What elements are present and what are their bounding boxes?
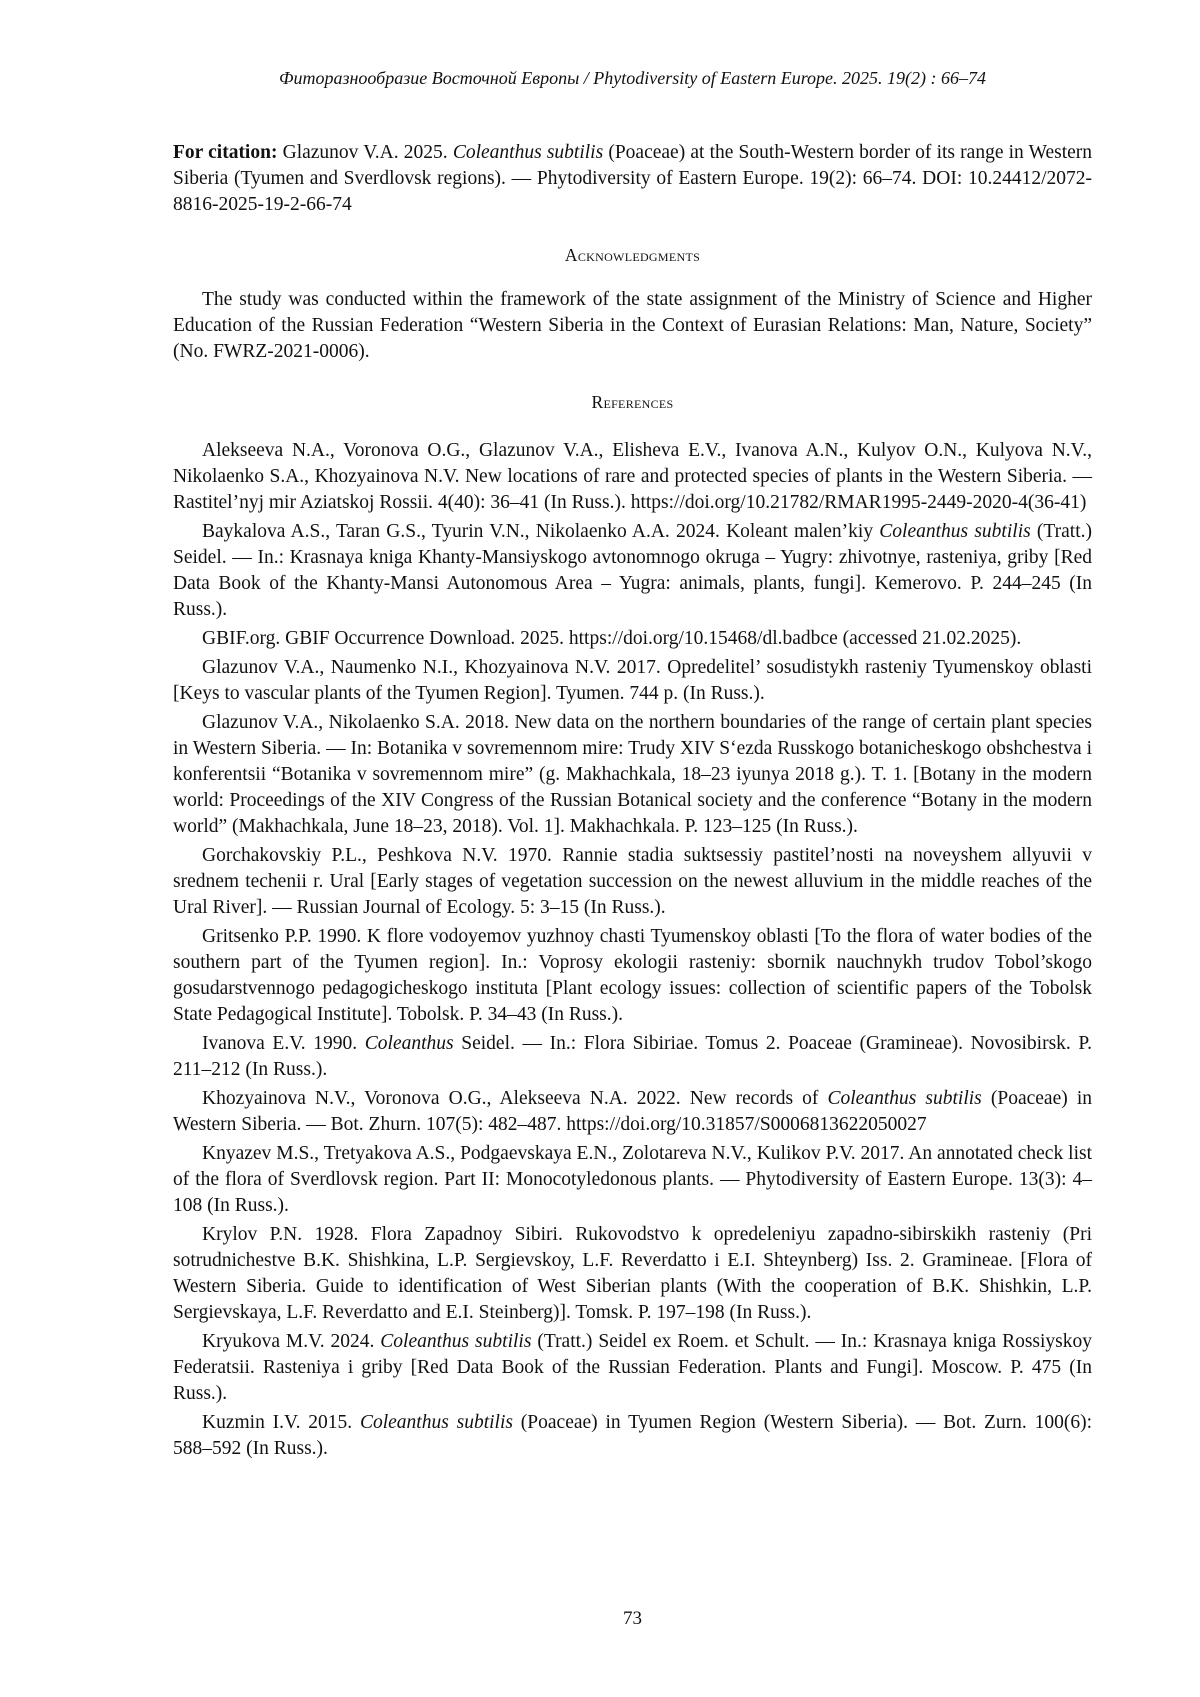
reference-species-name: Coleanthus subtilis <box>827 1088 981 1109</box>
reference-text: Gritsenko P.P. 1990. K flore vodoyemov yuzhnoy chasti Tyumenskoy oblasti [To the flora of water bodies of the southern part of the Tyumen region]. In.: Voprosy ekologii rasteniy: sbornik nauchnykh trudov Tobol’skogo gosudarstvennogo pedagogicheskogo instituta [Plant ecology issues: collection of scientific papers of the Tobolsk State Pedagogical Institute]. Tobolsk. P. 34–43 (In Russ.). <box>173 926 1092 1025</box>
reference-item-gbif-2025 <box>173 626 1092 652</box>
reference-text: Krylov P.N. 1928. Flora Zapadnoy Sibiri. Rukovodstvo k opredeleniyu zapadno-sibirskikh rasteniy (Pri sotrudnichestve B.K. Shishkina, L.P. Sergievskoy, L.F. Reverdatto i E.I. Shteynberg) Iss. 2. Gramineae. [Flora of Western Siberia. Guide to identification of West Siberian plants (With the cooperation of B.K. Shishkin, L.P. Sergievskaya, L.F. Reverdatto and E.I. Steinberg)]. Tomsk. P. 197–198 (In Russ.). <box>173 1224 1092 1323</box>
citation-paragraph <box>173 140 1092 218</box>
reference-item-knyazev-2017 <box>173 1141 1092 1219</box>
reference-item-glazunov-2017 <box>173 655 1092 707</box>
reference-text: Knyazev M.S., Tretyakova A.S., Podgaevskaya E.N., Zolotareva N.V., Kulikov P.V. 2017. An annotated check list of the flora of Sverdlovsk region. Part II: Monocotyledonous plants. — Phytodiversity of Eastern Europe. 13(3): 4–108 (In Russ.). <box>173 1143 1092 1216</box>
reference-species-name: Coleanthus subtilis <box>380 1331 531 1352</box>
running-head: Фиторазнообразие Восточной Европы / Phytodiversity of Eastern Europe. 2025. 19(2) : 66–74 <box>173 68 1092 89</box>
reference-species-name: Coleanthus subtilis <box>360 1412 513 1433</box>
reference-text: Ivanova E.V. 1990. <box>202 1033 365 1054</box>
reference-text: Alekseeva N.A., Voronova O.G., Glazunov V.A., Elisheva E.V., Ivanova A.N., Kulyov O.N., Kulyova N.V., Nikolaenko S.A., Khozyainova N.V. New locations of rare and protected species of plants in the Western Siberia. — Rastitel’nyj mir Aziatskoj Rossii. 4(40): 36–41 (In Russ.). https://doi.org/10.21782/RMAR1995-2449-2020-4(36-41) <box>173 440 1092 513</box>
page-number: 73 <box>173 1608 1092 1630</box>
reference-text: GBIF.org. GBIF Occurrence Download. 2025. https://doi.org/10.15468/dl.badbce (accessed 21.02.2025). <box>202 628 1021 649</box>
reference-text: Seidel. — In.: Flora Sibiriae. Tomus 2. Poaceae (Gramineae). Novosibirsk. P. 211–212 (In Russ.). <box>173 1033 1092 1080</box>
reference-item-krylov-1928 <box>173 1222 1092 1326</box>
citation-label: For citation: <box>173 142 277 163</box>
reference-text: Gorchakovskiy P.L., Peshkova N.V. 1970. Rannie stadia suktsessiy pastitel’nosti na noveyshem allyuvii v srednem techenii r. Ural [Early stages of vegetation succession on the newest alluvium in the middle reaches of the Ural River]. — Russian Journal of Ecology. 5: 3–15 (In Russ.). <box>173 845 1092 918</box>
reference-item-gorchakovskiy-1970 <box>173 843 1092 921</box>
reference-text: (Tratt.) Seidel. — In.: Krasnaya kniga Khanty-Mansiyskogo avtonomnogo okruga – Yugry: zhivotnye, rasteniya, griby [Red Data Book of the Khanty-Mansi Autonomous Area – Yugra: animals, plants, fungi]. Kemerovo. P. 244–245 (In Russ.). <box>173 521 1092 620</box>
reference-text: (Tratt.) Seidel ex Roem. et Schult. — In.: Krasnaya kniga Rossiyskoy Federatsii. Rasteniya i griby [Red Data Book of the Russian Federation. Plants and Fungi]. Moscow. P. 475 (In Russ.). <box>173 1331 1092 1404</box>
reference-text: (Poaceae) in Western Siberia. — Bot. Zhurn. 107(5): 482–487. https://doi.org/10.31857/S0006813622050027 <box>173 1088 1092 1135</box>
acknowledgments-text: The study was conducted within the framework of the state assignment of the Ministry of Science and Higher Education of the Russian Federation “Western Siberia in the Context of Eurasian Relations: Man, Nature, Society” (No. FWRZ-2021-0006). <box>173 287 1092 365</box>
reference-item-kryukova-2024 <box>173 1329 1092 1407</box>
reference-text: (Poaceae) in Tyumen Region (Western Siberia). — Bot. Zurn. 100(6): 588–592 (In Russ.). <box>173 1412 1092 1459</box>
reference-text: Khozyainova N.V., Voronova O.G., Alekseeva N.A. 2022. New records of <box>202 1088 827 1109</box>
reference-item-kuzmin-2015 <box>173 1410 1092 1462</box>
reference-species-name: Coleanthus subtilis <box>879 521 1030 542</box>
reference-item-alekseeva-2020 <box>173 438 1092 516</box>
reference-text: Kryukova M.V. 2024. <box>202 1331 380 1352</box>
acknowledgments-heading: Acknowledgments <box>173 245 1092 266</box>
references-heading: References <box>173 392 1092 413</box>
reference-text: Kuzmin I.V. 2015. <box>202 1412 360 1433</box>
document-page <box>173 0 1092 1697</box>
reference-item-ivanova-1990 <box>173 1031 1092 1083</box>
reference-text: Glazunov V.A., Naumenko N.I., Khozyainova N.V. 2017. Opredelitel’ sosudistykh rasteniy Tyumenskoy oblasti [Keys to vascular plants of the Tyumen Region]. Tyumen. 744 p. (In Russ.). <box>173 657 1092 704</box>
citation-text-part1: Glazunov V.A. 2025. <box>277 142 452 163</box>
reference-text: Glazunov V.A., Nikolaenko S.A. 2018. New data on the northern boundaries of the range of certain plant species in Western Siberia. — In: Botanika v sovremennom mire: Trudy XIV S‘ezda Russkogo botanicheskogo obshchestva i konferentsii “Botanika v sovremennom mire” (g. Makhachkala, 18–23 iyunya 2018 g.). T. 1. [Botany in the modern world: Proceedings of the XIV Congress of the Russian Botanical society and the conference “Botany in the modern world” (Makhachkala, June 18–23, 2018). Vol. 1]. Makhachkala. P. 123–125 (In Russ.). <box>173 712 1092 837</box>
reference-text: Baykalova A.S., Taran G.S., Tyurin V.N., Nikolaenko A.A. 2024. Koleant malen’kiy <box>202 521 879 542</box>
reference-item-baykalova-2024 <box>173 519 1092 623</box>
reference-item-glazunov-2018 <box>173 710 1092 840</box>
reference-item-khozyainova-2022 <box>173 1086 1092 1138</box>
reference-list <box>173 438 1092 1465</box>
citation-text-part2: (Poaceae) at the South-Western border of its range in Western Siberia (Tyumen and Sverdlovsk regions). — Phytodiversity of Eastern Europe. 19(2): 66–74. DOI: 10.24412/2072-8816-2025-19-2-66-74 <box>173 142 1092 215</box>
citation-species-name: Coleanthus subtilis <box>453 142 603 163</box>
reference-genus-name: Coleanthus <box>365 1033 454 1054</box>
reference-item-gritsenko-1990 <box>173 924 1092 1028</box>
